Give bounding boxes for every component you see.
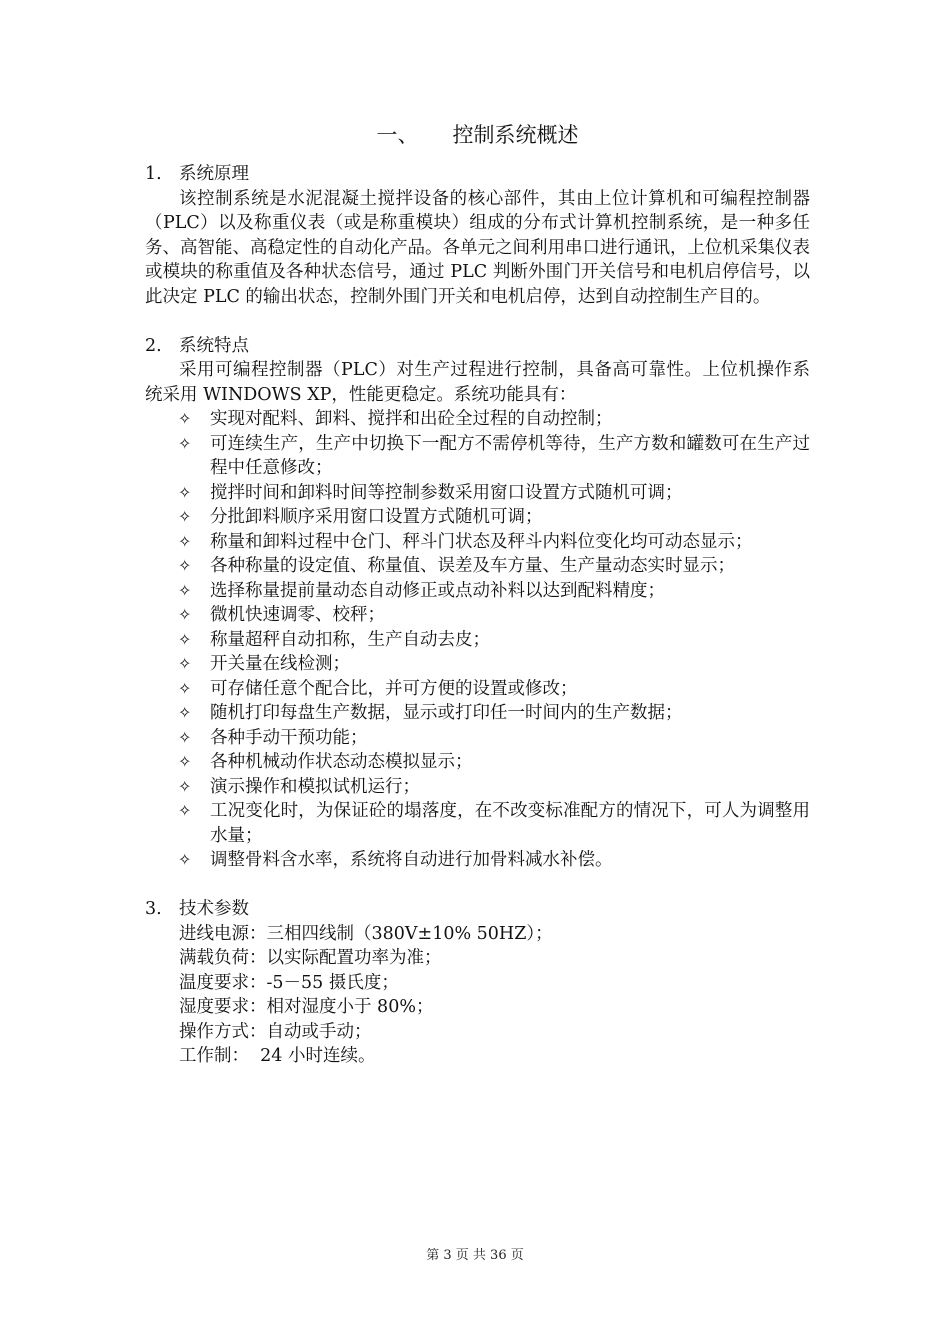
feature-text: 可连续生产，生产中切换下一配方不需停机等待，生产方数和罐数可在生产过程中任意修改； <box>210 433 810 478</box>
section-heading-text: 系统特点 <box>179 335 249 356</box>
feature-text: 选择称量提前量动态自动修正或点动补料以达到配料精度； <box>210 580 665 601</box>
list-item <box>145 701 810 726</box>
page-footer: 第 3 页 共 36 页 <box>426 1248 524 1263</box>
list-item <box>145 481 810 506</box>
diamond-bullet-icon: ✧ <box>178 433 192 453</box>
param-label: 工作制： <box>179 1046 249 1066</box>
list-item <box>145 579 810 604</box>
list-item <box>145 750 810 775</box>
feature-text: 工况变化时，为保证砼的塌落度，在不改变标准配方的情况下，可人为调整用水量； <box>210 801 810 846</box>
param-label: 湿度要求： <box>179 997 267 1017</box>
diamond-bullet-icon: ✧ <box>178 605 192 624</box>
section-paragraph: 该控制系统是水泥混凝土搅拌设备的核心部件，其由上位计算机和可编程控制器（PLC）以及称重仪表（或是称重模块）组成的分布式计算机控制系统，是一种多任务、高智能、高稳定性的自动化产品。各单元之间利用串口进行通讯，上位机采集仪表或模块的称重值及各种状态信号，通过 PLC 判断外围门开关信号和电机启停信号，以此决定 PLC 的输出状态，控制外围门开关和电机启停，达到自动控制生产目的。 <box>145 188 810 307</box>
feature-text: 搅拌时间和卸料时间等控制参数采用窗口设置方式随机可调； <box>210 482 683 503</box>
param-label: 操作方式： <box>179 1021 267 1042</box>
section-spacer <box>145 873 810 898</box>
param-value: 自动或手动； <box>266 1021 372 1042</box>
feature-list <box>145 407 810 873</box>
section-number: 1. <box>145 164 162 184</box>
feature-text: 开关量在线检测； <box>210 654 350 674</box>
diamond-bullet-icon: ✧ <box>178 482 192 502</box>
feature-text: 实现对配料、卸料、搅拌和出砼全过程的自动控制； <box>210 409 613 429</box>
param-value: 相对湿度小于 80%； <box>266 997 434 1017</box>
diamond-bullet-icon: ✧ <box>178 531 192 551</box>
diamond-bullet-icon: ✧ <box>178 580 192 600</box>
list-item <box>145 505 810 530</box>
document-page <box>145 118 810 1069</box>
section-heading-text: 系统原理 <box>179 164 249 184</box>
diamond-bullet-icon: ✧ <box>178 654 192 673</box>
diamond-bullet-icon: ✧ <box>178 752 192 771</box>
list-item <box>145 530 810 555</box>
list-item <box>145 628 810 653</box>
feature-text: 随机打印每盘生产数据，显示或打印任一时间内的生产数据； <box>210 703 683 723</box>
diamond-bullet-icon: ✧ <box>178 678 192 698</box>
chapter-title-text: 控制系统概述 <box>452 123 579 147</box>
section-system-principle <box>145 162 810 309</box>
section-technical-parameters <box>145 897 810 1069</box>
list-item <box>145 652 810 677</box>
section-number: 3. <box>145 899 162 919</box>
param-power-supply <box>145 922 810 947</box>
feature-text: 调整骨料含水率，系统将自动进行加骨料减水补偿。 <box>210 850 613 870</box>
section-heading-text: 技术参数 <box>179 899 249 919</box>
section-heading <box>145 334 810 359</box>
param-work-schedule <box>145 1044 810 1069</box>
list-item <box>145 603 810 628</box>
feature-text: 各种称量的设定值、称量值、误差及车方量、生产量动态实时显示； <box>210 556 735 576</box>
feature-text: 演示操作和模拟试机运行； <box>210 776 420 797</box>
section-spacer <box>145 309 810 334</box>
feature-text: 微机快速调零、校秤； <box>210 605 385 625</box>
feature-text: 各种机械动作状态动态模拟显示； <box>210 752 473 772</box>
section-paragraph: 采用可编程控制器（PLC）对生产过程进行控制，具备高可靠性。上位机操作系统采用 WINDOWS XP，性能更稳定。系统功能具有： <box>145 360 810 405</box>
list-item <box>145 554 810 579</box>
param-value: 以实际配置功率为准； <box>266 948 442 968</box>
param-operation-mode <box>145 1020 810 1045</box>
feature-text: 各种手动干预功能； <box>210 727 368 748</box>
param-full-load <box>145 946 810 971</box>
section-heading <box>145 897 810 922</box>
list-item <box>145 775 810 800</box>
list-item <box>145 726 810 751</box>
list-item <box>145 799 810 848</box>
list-item <box>145 677 810 702</box>
list-item <box>145 432 810 481</box>
diamond-bullet-icon: ✧ <box>178 801 192 820</box>
diamond-bullet-icon: ✧ <box>178 703 192 722</box>
diamond-bullet-icon: ✧ <box>178 409 192 428</box>
section-system-features <box>145 334 810 873</box>
diamond-bullet-icon: ✧ <box>178 507 192 526</box>
param-label: 温度要求： <box>179 972 267 993</box>
param-temperature <box>145 971 810 996</box>
param-value: -5－55 摄氏度； <box>266 972 399 993</box>
list-item <box>145 407 810 432</box>
param-label: 满载负荷： <box>179 948 267 968</box>
section-number: 2. <box>145 335 162 356</box>
feature-text: 分批卸料顺序采用窗口设置方式随机可调； <box>210 507 543 527</box>
feature-text: 可存储任意个配合比，并可方便的设置或修改； <box>210 678 578 699</box>
chapter-title <box>145 118 810 152</box>
feature-text: 称量超秤自动扣称，生产自动去皮； <box>210 629 490 650</box>
param-label: 进线电源： <box>179 923 267 944</box>
diamond-bullet-icon: ✧ <box>178 776 192 796</box>
diamond-bullet-icon: ✧ <box>178 629 192 649</box>
chapter-number: 一、 <box>376 123 419 147</box>
param-humidity <box>145 995 810 1020</box>
diamond-bullet-icon: ✧ <box>178 556 192 575</box>
param-value: 三相四线制（380V±10% 50HZ）； <box>266 923 553 944</box>
param-value: 24 小时连续。 <box>249 1046 376 1066</box>
diamond-bullet-icon: ✧ <box>178 850 192 869</box>
diamond-bullet-icon: ✧ <box>178 727 192 747</box>
list-item <box>145 848 810 873</box>
feature-text: 称量和卸料过程中仓门、秤斗门状态及秤斗内料位变化均可动态显示； <box>210 531 753 552</box>
section-heading <box>145 162 810 187</box>
